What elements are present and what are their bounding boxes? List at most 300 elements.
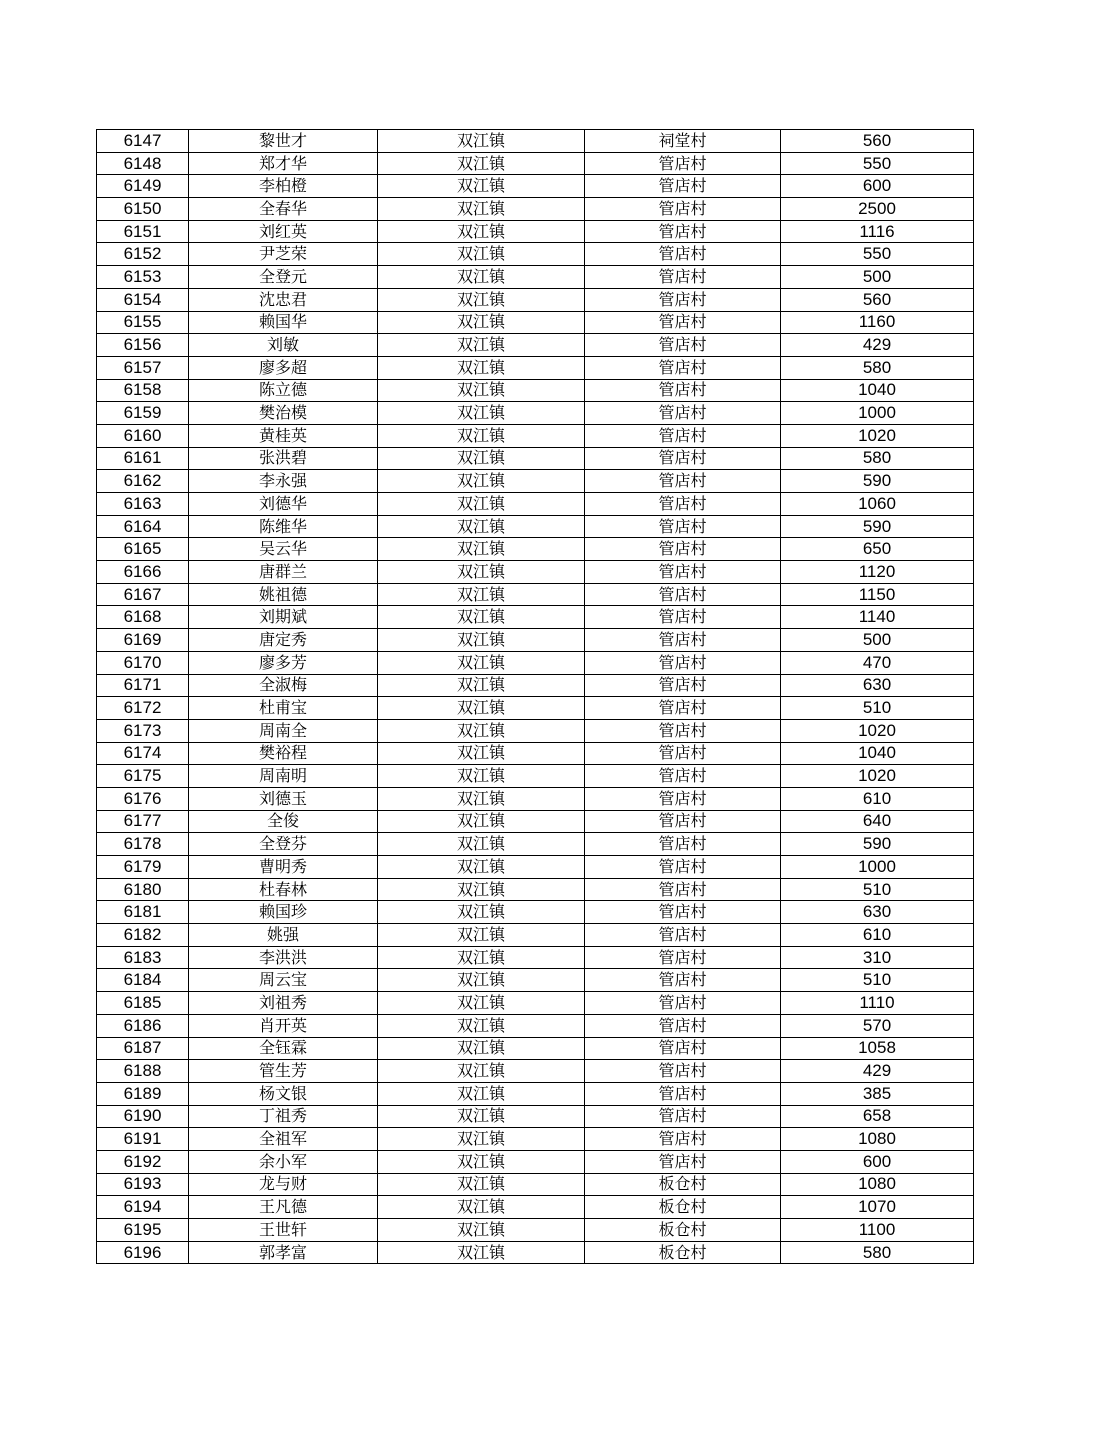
town-cell: 双江镇 bbox=[378, 152, 585, 175]
town-cell: 双江镇 bbox=[378, 198, 585, 221]
row-number-cell: 6153 bbox=[97, 266, 189, 289]
amount-cell: 580 bbox=[781, 356, 974, 379]
amount-cell: 630 bbox=[781, 901, 974, 924]
name-cell: 刘德华 bbox=[189, 493, 378, 516]
village-cell: 管店村 bbox=[585, 901, 781, 924]
name-cell: 曹明秀 bbox=[189, 856, 378, 879]
name-cell: 沈忠君 bbox=[189, 288, 378, 311]
village-cell: 管店村 bbox=[585, 243, 781, 266]
amount-cell: 1150 bbox=[781, 583, 974, 606]
name-cell: 廖多超 bbox=[189, 356, 378, 379]
name-cell: 黎世才 bbox=[189, 130, 378, 153]
row-number-cell: 6157 bbox=[97, 356, 189, 379]
amount-cell: 1100 bbox=[781, 1219, 974, 1242]
amount-cell: 1140 bbox=[781, 606, 974, 629]
row-number-cell: 6196 bbox=[97, 1241, 189, 1264]
name-cell: 王凡德 bbox=[189, 1196, 378, 1219]
name-cell: 刘祖秀 bbox=[189, 992, 378, 1015]
town-cell: 双江镇 bbox=[378, 515, 585, 538]
village-cell: 管店村 bbox=[585, 765, 781, 788]
name-cell: 全登芬 bbox=[189, 833, 378, 856]
name-cell: 全登元 bbox=[189, 266, 378, 289]
village-cell: 管店村 bbox=[585, 424, 781, 447]
name-cell: 姚祖德 bbox=[189, 583, 378, 606]
name-cell: 尹芝荣 bbox=[189, 243, 378, 266]
table-row bbox=[97, 878, 974, 901]
table-body bbox=[97, 130, 974, 1264]
town-cell: 双江镇 bbox=[378, 969, 585, 992]
table-row bbox=[97, 765, 974, 788]
town-cell: 双江镇 bbox=[378, 538, 585, 561]
town-cell: 双江镇 bbox=[378, 765, 585, 788]
village-cell: 管店村 bbox=[585, 1082, 781, 1105]
village-cell: 板仓村 bbox=[585, 1219, 781, 1242]
town-cell: 双江镇 bbox=[378, 606, 585, 629]
amount-cell: 650 bbox=[781, 538, 974, 561]
town-cell: 双江镇 bbox=[378, 379, 585, 402]
name-cell: 陈立德 bbox=[189, 379, 378, 402]
row-number-cell: 6155 bbox=[97, 311, 189, 334]
name-cell: 赖国华 bbox=[189, 311, 378, 334]
town-cell: 双江镇 bbox=[378, 992, 585, 1015]
row-number-cell: 6189 bbox=[97, 1082, 189, 1105]
name-cell: 刘敏 bbox=[189, 334, 378, 357]
town-cell: 双江镇 bbox=[378, 674, 585, 697]
amount-cell: 429 bbox=[781, 1060, 974, 1083]
name-cell: 周南全 bbox=[189, 719, 378, 742]
name-cell: 黄桂英 bbox=[189, 424, 378, 447]
row-number-cell: 6186 bbox=[97, 1014, 189, 1037]
amount-cell: 1160 bbox=[781, 311, 974, 334]
name-cell: 肖开英 bbox=[189, 1014, 378, 1037]
village-cell: 管店村 bbox=[585, 1014, 781, 1037]
village-cell: 板仓村 bbox=[585, 1196, 781, 1219]
town-cell: 双江镇 bbox=[378, 946, 585, 969]
name-cell: 刘德玉 bbox=[189, 787, 378, 810]
village-cell: 管店村 bbox=[585, 402, 781, 425]
row-number-cell: 6193 bbox=[97, 1173, 189, 1196]
village-cell: 管店村 bbox=[585, 356, 781, 379]
town-cell: 双江镇 bbox=[378, 424, 585, 447]
table-row bbox=[97, 334, 974, 357]
town-cell: 双江镇 bbox=[378, 266, 585, 289]
row-number-cell: 6160 bbox=[97, 424, 189, 447]
town-cell: 双江镇 bbox=[378, 447, 585, 470]
table-row bbox=[97, 424, 974, 447]
village-cell: 管店村 bbox=[585, 697, 781, 720]
row-number-cell: 6162 bbox=[97, 470, 189, 493]
name-cell: 管生芳 bbox=[189, 1060, 378, 1083]
village-cell: 祠堂村 bbox=[585, 130, 781, 153]
village-cell: 管店村 bbox=[585, 606, 781, 629]
table-row bbox=[97, 674, 974, 697]
table-row bbox=[97, 1037, 974, 1060]
village-cell: 管店村 bbox=[585, 175, 781, 198]
table-row bbox=[97, 1241, 974, 1264]
name-cell: 全春华 bbox=[189, 198, 378, 221]
row-number-cell: 6147 bbox=[97, 130, 189, 153]
row-number-cell: 6171 bbox=[97, 674, 189, 697]
amount-cell: 1060 bbox=[781, 493, 974, 516]
amount-cell: 429 bbox=[781, 334, 974, 357]
row-number-cell: 6187 bbox=[97, 1037, 189, 1060]
amount-cell: 580 bbox=[781, 1241, 974, 1264]
town-cell: 双江镇 bbox=[378, 924, 585, 947]
name-cell: 张洪碧 bbox=[189, 447, 378, 470]
name-cell: 余小军 bbox=[189, 1150, 378, 1173]
table-row bbox=[97, 992, 974, 1015]
village-cell: 管店村 bbox=[585, 583, 781, 606]
village-cell: 管店村 bbox=[585, 1128, 781, 1151]
town-cell: 双江镇 bbox=[378, 1150, 585, 1173]
village-cell: 管店村 bbox=[585, 1150, 781, 1173]
town-cell: 双江镇 bbox=[378, 697, 585, 720]
town-cell: 双江镇 bbox=[378, 175, 585, 198]
town-cell: 双江镇 bbox=[378, 311, 585, 334]
row-number-cell: 6165 bbox=[97, 538, 189, 561]
table-row bbox=[97, 719, 974, 742]
name-cell: 郭孝富 bbox=[189, 1241, 378, 1264]
town-cell: 双江镇 bbox=[378, 334, 585, 357]
row-number-cell: 6191 bbox=[97, 1128, 189, 1151]
town-cell: 双江镇 bbox=[378, 1014, 585, 1037]
town-cell: 双江镇 bbox=[378, 583, 585, 606]
amount-cell: 510 bbox=[781, 878, 974, 901]
name-cell: 郑才华 bbox=[189, 152, 378, 175]
table-row bbox=[97, 901, 974, 924]
table-row bbox=[97, 356, 974, 379]
amount-cell: 385 bbox=[781, 1082, 974, 1105]
table-row bbox=[97, 924, 974, 947]
amount-cell: 1000 bbox=[781, 402, 974, 425]
village-cell: 管店村 bbox=[585, 878, 781, 901]
row-number-cell: 6185 bbox=[97, 992, 189, 1015]
name-cell: 吴云华 bbox=[189, 538, 378, 561]
name-cell: 赖国珍 bbox=[189, 901, 378, 924]
village-cell: 管店村 bbox=[585, 1060, 781, 1083]
town-cell: 双江镇 bbox=[378, 1105, 585, 1128]
village-cell: 管店村 bbox=[585, 833, 781, 856]
village-cell: 管店村 bbox=[585, 946, 781, 969]
table-row bbox=[97, 1060, 974, 1083]
village-cell: 管店村 bbox=[585, 266, 781, 289]
row-number-cell: 6175 bbox=[97, 765, 189, 788]
table-row bbox=[97, 447, 974, 470]
village-cell: 管店村 bbox=[585, 629, 781, 652]
amount-cell: 658 bbox=[781, 1105, 974, 1128]
name-cell: 周南明 bbox=[189, 765, 378, 788]
row-number-cell: 6179 bbox=[97, 856, 189, 879]
row-number-cell: 6168 bbox=[97, 606, 189, 629]
town-cell: 双江镇 bbox=[378, 1241, 585, 1264]
town-cell: 双江镇 bbox=[378, 810, 585, 833]
town-cell: 双江镇 bbox=[378, 493, 585, 516]
amount-cell: 1020 bbox=[781, 765, 974, 788]
town-cell: 双江镇 bbox=[378, 243, 585, 266]
village-cell: 管店村 bbox=[585, 493, 781, 516]
town-cell: 双江镇 bbox=[378, 1173, 585, 1196]
town-cell: 双江镇 bbox=[378, 1219, 585, 1242]
table-row bbox=[97, 810, 974, 833]
town-cell: 双江镇 bbox=[378, 856, 585, 879]
village-cell: 管店村 bbox=[585, 447, 781, 470]
name-cell: 廖多芳 bbox=[189, 651, 378, 674]
town-cell: 双江镇 bbox=[378, 901, 585, 924]
table-row bbox=[97, 1105, 974, 1128]
village-cell: 管店村 bbox=[585, 969, 781, 992]
row-number-cell: 6178 bbox=[97, 833, 189, 856]
amount-cell: 640 bbox=[781, 810, 974, 833]
amount-cell: 310 bbox=[781, 946, 974, 969]
town-cell: 双江镇 bbox=[378, 787, 585, 810]
name-cell: 唐群兰 bbox=[189, 561, 378, 584]
table-row bbox=[97, 969, 974, 992]
row-number-cell: 6173 bbox=[97, 719, 189, 742]
row-number-cell: 6148 bbox=[97, 152, 189, 175]
village-cell: 板仓村 bbox=[585, 1173, 781, 1196]
name-cell: 全淑梅 bbox=[189, 674, 378, 697]
row-number-cell: 6180 bbox=[97, 878, 189, 901]
table-row bbox=[97, 946, 974, 969]
amount-cell: 500 bbox=[781, 629, 974, 652]
village-cell: 管店村 bbox=[585, 742, 781, 765]
name-cell: 丁祖秀 bbox=[189, 1105, 378, 1128]
name-cell: 樊治模 bbox=[189, 402, 378, 425]
village-cell: 管店村 bbox=[585, 538, 781, 561]
village-cell: 管店村 bbox=[585, 719, 781, 742]
amount-cell: 1120 bbox=[781, 561, 974, 584]
village-cell: 管店村 bbox=[585, 379, 781, 402]
town-cell: 双江镇 bbox=[378, 1037, 585, 1060]
amount-cell: 1020 bbox=[781, 719, 974, 742]
amount-cell: 630 bbox=[781, 674, 974, 697]
amount-cell: 500 bbox=[781, 266, 974, 289]
village-cell: 管店村 bbox=[585, 787, 781, 810]
table-row bbox=[97, 402, 974, 425]
row-number-cell: 6183 bbox=[97, 946, 189, 969]
row-number-cell: 6159 bbox=[97, 402, 189, 425]
name-cell: 李柏橙 bbox=[189, 175, 378, 198]
table-row bbox=[97, 220, 974, 243]
name-cell: 樊裕程 bbox=[189, 742, 378, 765]
table-row bbox=[97, 1082, 974, 1105]
table-row bbox=[97, 651, 974, 674]
village-cell: 管店村 bbox=[585, 810, 781, 833]
name-cell: 龙与财 bbox=[189, 1173, 378, 1196]
row-number-cell: 6184 bbox=[97, 969, 189, 992]
table-row bbox=[97, 379, 974, 402]
row-number-cell: 6163 bbox=[97, 493, 189, 516]
name-cell: 杨文银 bbox=[189, 1082, 378, 1105]
name-cell: 全祖军 bbox=[189, 1128, 378, 1151]
village-cell: 管店村 bbox=[585, 311, 781, 334]
table-row bbox=[97, 697, 974, 720]
town-cell: 双江镇 bbox=[378, 288, 585, 311]
town-cell: 双江镇 bbox=[378, 651, 585, 674]
name-cell: 刘期斌 bbox=[189, 606, 378, 629]
table-row bbox=[97, 175, 974, 198]
table-row bbox=[97, 152, 974, 175]
name-cell: 周云宝 bbox=[189, 969, 378, 992]
town-cell: 双江镇 bbox=[378, 220, 585, 243]
name-cell: 唐定秀 bbox=[189, 629, 378, 652]
row-number-cell: 6152 bbox=[97, 243, 189, 266]
name-cell: 杜春林 bbox=[189, 878, 378, 901]
amount-cell: 1040 bbox=[781, 379, 974, 402]
row-number-cell: 6161 bbox=[97, 447, 189, 470]
name-cell: 刘红英 bbox=[189, 220, 378, 243]
table-row bbox=[97, 243, 974, 266]
table-row bbox=[97, 1128, 974, 1151]
table-row bbox=[97, 288, 974, 311]
amount-cell: 510 bbox=[781, 969, 974, 992]
amount-cell: 1000 bbox=[781, 856, 974, 879]
town-cell: 双江镇 bbox=[378, 1196, 585, 1219]
table-row bbox=[97, 130, 974, 153]
table-row bbox=[97, 266, 974, 289]
table-row bbox=[97, 583, 974, 606]
amount-cell: 550 bbox=[781, 243, 974, 266]
name-cell: 全钰霖 bbox=[189, 1037, 378, 1060]
town-cell: 双江镇 bbox=[378, 356, 585, 379]
name-cell: 陈维华 bbox=[189, 515, 378, 538]
table-row bbox=[97, 470, 974, 493]
row-number-cell: 6177 bbox=[97, 810, 189, 833]
amount-cell: 1080 bbox=[781, 1128, 974, 1151]
table-row bbox=[97, 311, 974, 334]
table-row bbox=[97, 629, 974, 652]
town-cell: 双江镇 bbox=[378, 742, 585, 765]
table-row bbox=[97, 561, 974, 584]
village-cell: 管店村 bbox=[585, 152, 781, 175]
amount-cell: 550 bbox=[781, 152, 974, 175]
row-number-cell: 6154 bbox=[97, 288, 189, 311]
table-row bbox=[97, 606, 974, 629]
town-cell: 双江镇 bbox=[378, 470, 585, 493]
row-number-cell: 6167 bbox=[97, 583, 189, 606]
table-row bbox=[97, 515, 974, 538]
row-number-cell: 6150 bbox=[97, 198, 189, 221]
village-cell: 管店村 bbox=[585, 515, 781, 538]
amount-cell: 510 bbox=[781, 697, 974, 720]
village-cell: 管店村 bbox=[585, 220, 781, 243]
table-row bbox=[97, 1014, 974, 1037]
amount-cell: 1070 bbox=[781, 1196, 974, 1219]
village-cell: 板仓村 bbox=[585, 1241, 781, 1264]
table-row bbox=[97, 1196, 974, 1219]
village-cell: 管店村 bbox=[585, 470, 781, 493]
row-number-cell: 6156 bbox=[97, 334, 189, 357]
town-cell: 双江镇 bbox=[378, 1128, 585, 1151]
amount-cell: 470 bbox=[781, 651, 974, 674]
name-cell: 王世轩 bbox=[189, 1219, 378, 1242]
amount-cell: 1040 bbox=[781, 742, 974, 765]
town-cell: 双江镇 bbox=[378, 878, 585, 901]
village-cell: 管店村 bbox=[585, 924, 781, 947]
amount-cell: 610 bbox=[781, 787, 974, 810]
row-number-cell: 6149 bbox=[97, 175, 189, 198]
village-cell: 管店村 bbox=[585, 198, 781, 221]
table-row bbox=[97, 1150, 974, 1173]
name-cell: 姚强 bbox=[189, 924, 378, 947]
table-row bbox=[97, 833, 974, 856]
name-cell: 李永强 bbox=[189, 470, 378, 493]
row-number-cell: 6170 bbox=[97, 651, 189, 674]
town-cell: 双江镇 bbox=[378, 130, 585, 153]
town-cell: 双江镇 bbox=[378, 629, 585, 652]
amount-cell: 1080 bbox=[781, 1173, 974, 1196]
row-number-cell: 6176 bbox=[97, 787, 189, 810]
name-cell: 李洪洪 bbox=[189, 946, 378, 969]
amount-cell: 560 bbox=[781, 288, 974, 311]
amount-cell: 590 bbox=[781, 833, 974, 856]
row-number-cell: 6190 bbox=[97, 1105, 189, 1128]
table-row bbox=[97, 1219, 974, 1242]
amount-cell: 600 bbox=[781, 1150, 974, 1173]
amount-cell: 590 bbox=[781, 470, 974, 493]
data-table bbox=[96, 129, 974, 1264]
town-cell: 双江镇 bbox=[378, 1082, 585, 1105]
row-number-cell: 6182 bbox=[97, 924, 189, 947]
row-number-cell: 6192 bbox=[97, 1150, 189, 1173]
row-number-cell: 6194 bbox=[97, 1196, 189, 1219]
town-cell: 双江镇 bbox=[378, 833, 585, 856]
town-cell: 双江镇 bbox=[378, 1060, 585, 1083]
row-number-cell: 6181 bbox=[97, 901, 189, 924]
row-number-cell: 6188 bbox=[97, 1060, 189, 1083]
row-number-cell: 6166 bbox=[97, 561, 189, 584]
amount-cell: 600 bbox=[781, 175, 974, 198]
row-number-cell: 6174 bbox=[97, 742, 189, 765]
table-row bbox=[97, 787, 974, 810]
row-number-cell: 6195 bbox=[97, 1219, 189, 1242]
amount-cell: 2500 bbox=[781, 198, 974, 221]
village-cell: 管店村 bbox=[585, 674, 781, 697]
amount-cell: 1058 bbox=[781, 1037, 974, 1060]
table-row bbox=[97, 493, 974, 516]
table-row bbox=[97, 198, 974, 221]
town-cell: 双江镇 bbox=[378, 561, 585, 584]
table-row bbox=[97, 1173, 974, 1196]
row-number-cell: 6164 bbox=[97, 515, 189, 538]
table-row bbox=[97, 856, 974, 879]
row-number-cell: 6169 bbox=[97, 629, 189, 652]
amount-cell: 590 bbox=[781, 515, 974, 538]
amount-cell: 1020 bbox=[781, 424, 974, 447]
row-number-cell: 6158 bbox=[97, 379, 189, 402]
table-row bbox=[97, 538, 974, 561]
village-cell: 管店村 bbox=[585, 651, 781, 674]
amount-cell: 1110 bbox=[781, 992, 974, 1015]
amount-cell: 610 bbox=[781, 924, 974, 947]
row-number-cell: 6172 bbox=[97, 697, 189, 720]
amount-cell: 560 bbox=[781, 130, 974, 153]
amount-cell: 580 bbox=[781, 447, 974, 470]
village-cell: 管店村 bbox=[585, 334, 781, 357]
village-cell: 管店村 bbox=[585, 856, 781, 879]
village-cell: 管店村 bbox=[585, 1105, 781, 1128]
village-cell: 管店村 bbox=[585, 992, 781, 1015]
row-number-cell: 6151 bbox=[97, 220, 189, 243]
town-cell: 双江镇 bbox=[378, 402, 585, 425]
village-cell: 管店村 bbox=[585, 288, 781, 311]
amount-cell: 1116 bbox=[781, 220, 974, 243]
amount-cell: 570 bbox=[781, 1014, 974, 1037]
name-cell: 全俊 bbox=[189, 810, 378, 833]
village-cell: 管店村 bbox=[585, 561, 781, 584]
name-cell: 杜甫宝 bbox=[189, 697, 378, 720]
table-row bbox=[97, 742, 974, 765]
